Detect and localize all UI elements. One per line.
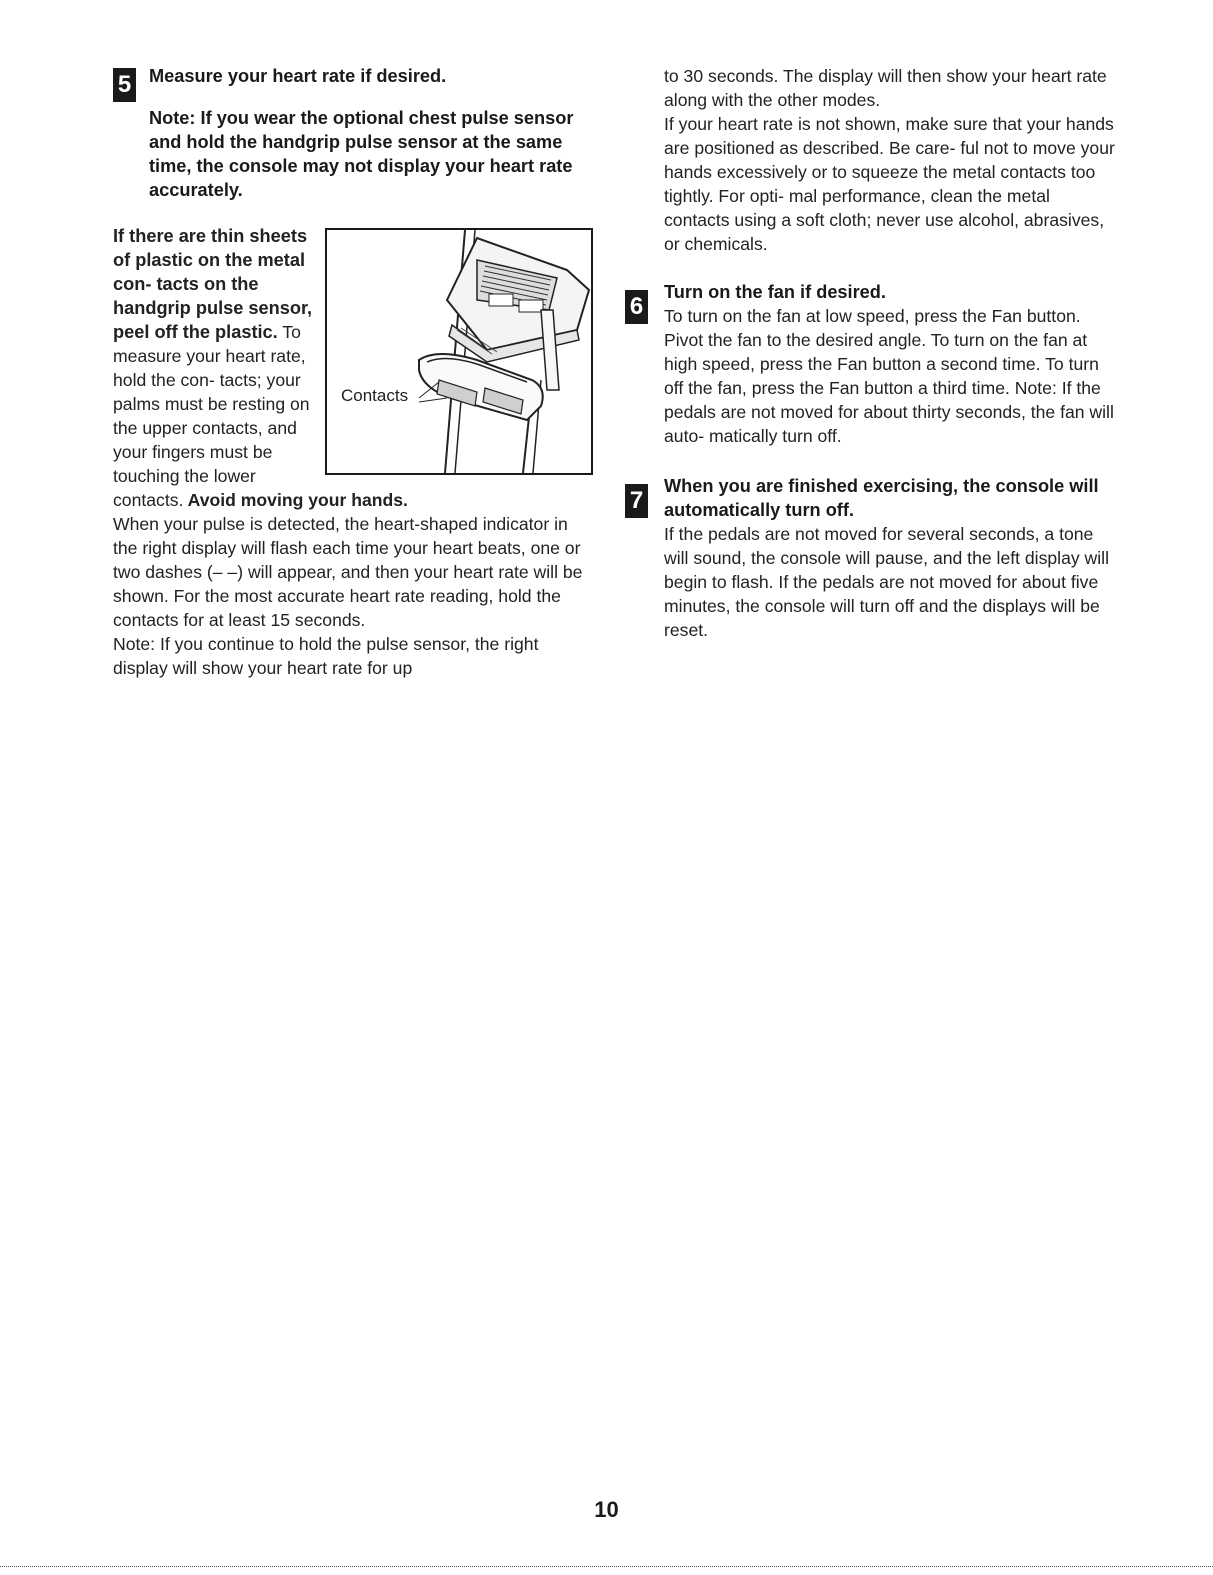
step-number-5: 5 — [113, 68, 136, 102]
contacts-label: Contacts — [341, 386, 409, 405]
step-6 — [625, 280, 1115, 448]
heart-rate-not-shown-paragraph: If your heart rate is not shown, make sure that your hands are positioned as described. Be care- ful not to move your hands excessively or to squeeze the metal contacts too tightly. For opti- mal performance, clean the metal contacts using a soft cloth; never use alcohol, abrasives, or chemicals. — [664, 114, 1115, 254]
step-number-7: 7 — [625, 484, 648, 518]
right-column — [625, 64, 1115, 642]
hold-sensor-note: Note: If you continue to hold the pulse sensor, the right display will show your heart rate for up — [113, 634, 539, 678]
measure-instructions: To measure your heart rate, hold the con- tacts; your palms must be resting on the upper contacts, and your fingers must be touching the lower contacts. — [113, 322, 310, 510]
step-7-title: When you are finished exercising, the console will automatically turn off. — [664, 476, 1099, 520]
step-5-title: Measure your heart rate if desired. — [149, 66, 447, 86]
step-6-body: To turn on the fan at low speed, press the Fan button. Pivot the fan to the desired angle. To turn on the fan at high speed, press the Fan button a second time. To turn off the fan, press the Fan button a third time. Note: If the pedals are not moved for about thirty seconds, the fan will auto- matically turn off. — [664, 306, 1114, 446]
plastic-warning: If there are thin sheets of plastic on the metal con- tacts on the handgrip pulse sensor, peel off the plastic. — [113, 226, 313, 342]
handgrip-contacts-figure — [325, 228, 593, 475]
pulse-detected-paragraph: When your pulse is detected, the heart-shaped indicator in the right display will flash each time your heart beats, one or two dashes (– –) will appear, and then your heart rate will be shown. For the most accurate heart rate reading, hold the contacts for at least 15 seconds. — [113, 514, 583, 630]
step-number-6: 6 — [625, 290, 648, 324]
footer-dotted-rule — [0, 1566, 1213, 1567]
step-7 — [625, 474, 1115, 642]
step-5 — [113, 64, 593, 680]
continued-paragraph: to 30 seconds. The display will then show your heart rate along with the other modes. — [664, 66, 1107, 110]
chest-sensor-note: Note: If you wear the optional chest pulse sensor and hold the handgrip pulse sensor at the same time, the console may not display your heart rate accurately. — [149, 108, 574, 200]
step-6-title: Turn on the fan if desired. — [664, 282, 886, 302]
page-number: 10 — [594, 1497, 619, 1522]
step-7-body: If the pedals are not moved for several seconds, a tone will sound, the console will pause, and the left display will begin to flash. If the pedals are not moved for about five minutes, the console will turn off and the displays will be reset. — [664, 524, 1109, 640]
contacts-wrap-block — [113, 224, 593, 512]
avoid-moving-warning: Avoid moving your hands. — [183, 490, 408, 510]
left-column — [113, 64, 593, 680]
console-illustration — [327, 230, 591, 473]
